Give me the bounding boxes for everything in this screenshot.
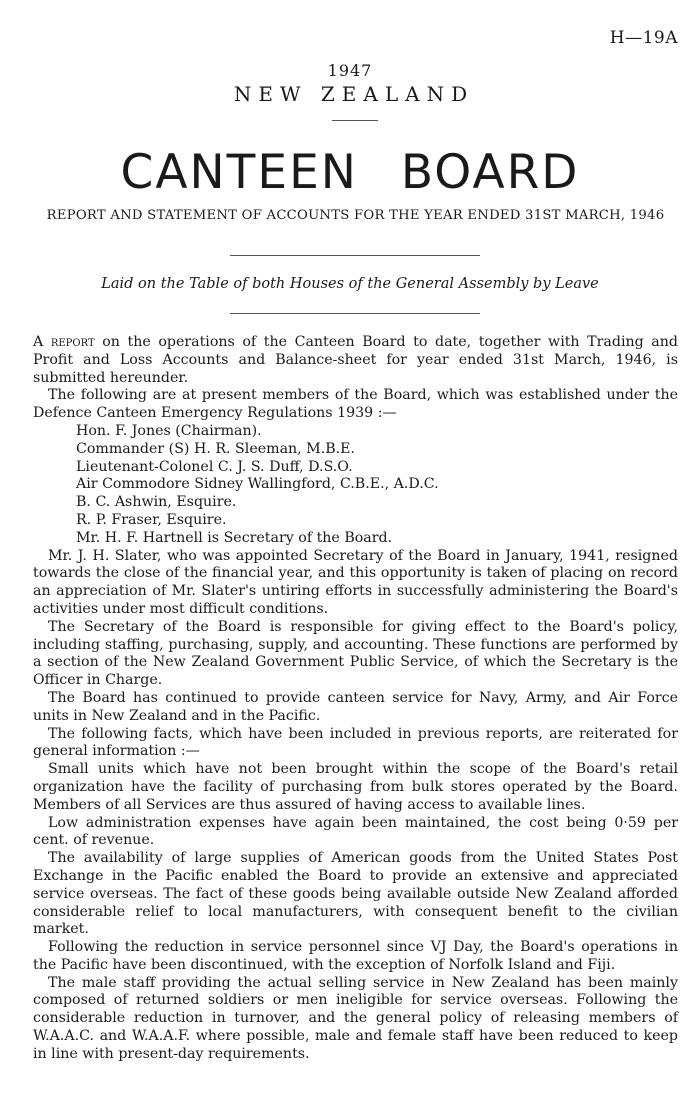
divider	[332, 120, 378, 121]
paragraph: The Board has continued to provide canteen service for Navy, Army, and Air Force units in New Zealand and in the Pacific.	[33, 689, 678, 724]
paragraph: The availability of large supplies of American goods from the United States Post Exchange in the Pacific enabled the Board to provide an extensive and appreciated service overseas. The fact of these goods being available outside New Zealand afforded considerable relief to local manufacturers, with consequent benefit to the civilian market.	[33, 850, 678, 938]
report-body	[33, 334, 678, 1064]
member-item: Air Commodore Sidney Wallingford, C.B.E., A.D.C.	[76, 476, 439, 493]
country-heading: NEW ZEALAND	[233, 82, 475, 106]
divider	[230, 313, 480, 314]
paragraph: Small units which have not been brought within the scope of the Board's retail organization have the facility of purchasing from bulk stores operated by the Board. Members of all Services are thus assured of having access to available lines.	[33, 761, 678, 813]
document-reference: H—19A	[609, 28, 678, 48]
paragraph: Low administration expenses have again been maintained, the cost being 0·59 per cent. of revenue.	[33, 814, 678, 849]
paragraph: The male staff providing the actual selling service in New Zealand has been mainly composed of returned soldiers or men ineligible for service overseas. Following the considerable reduction in turnover, and the general policy of releasing members of W.A.A.C. and W.A.A.F. where possible, male and female staff have been reduced to keep in line with present-day requirements.	[33, 974, 678, 1062]
member-item: Mr. H. F. Hartnell is Secretary of the Board.	[76, 529, 393, 546]
member-item: B. C. Ashwin, Esquire.	[76, 494, 237, 511]
member-item: R. P. Fraser, Esquire.	[76, 511, 227, 528]
members-list	[33, 423, 678, 548]
paragraph: The following facts, which have been included in previous reports, are reiterated for general information :—	[33, 725, 678, 760]
members-intro: The following are at present members of the Board, which was established under the Defence Canteen Emergency Regulations 1939 :—	[33, 387, 678, 422]
paragraph: The Secretary of the Board is responsible for giving effect to the Board's policy, including staffing, purchasing, supply, and accounting. These functions are performed by a section of the New Zealand Government Public Service, of which the Secretary is the Officer in Charge.	[33, 618, 678, 689]
intro-text: on the operations of the Canteen Board to date, together with Trading and Profit and Loss Accounts and Balance-sheet for year ended 31st March, 1946, is submitted hereunder.	[33, 334, 678, 386]
paragraph: Mr. J. H. Slater, who was appointed Secretary of the Board in January, 1941, resigned towards the close of the financial year, and this opportunity is taken of placing on record an appreciation of Mr. Slater's untiring efforts in successfully administering the Board's activities under most difficult conditions.	[33, 547, 678, 617]
divider	[230, 255, 480, 256]
intro-paragraph	[33, 334, 678, 387]
report-subtitle: REPORT AND STATEMENT OF ACCOUNTS FOR THE YEAR ENDED 31ST MARCH, 1946	[46, 208, 665, 223]
member-item: Hon. F. Jones (Chairman).	[76, 422, 262, 439]
page-title: CANTEEN BOARD	[120, 145, 580, 200]
member-item: Commander (S) H. R. Sleeman, M.B.E.	[76, 440, 356, 457]
document-year: 1947	[327, 61, 373, 80]
intro-lead: A report	[33, 334, 95, 350]
paragraph: Following the reduction in service personnel since VJ Day, the Board's operations in the Pacific have been discontinued, with the exception of Norfolk Island and Fiji.	[33, 939, 678, 973]
laid-on-table-note: Laid on the Table of both Houses of the General Assembly by Leave	[101, 276, 599, 292]
member-item: Lieutenant-Colonel C. J. S. Duff, D.S.O.	[76, 458, 353, 475]
